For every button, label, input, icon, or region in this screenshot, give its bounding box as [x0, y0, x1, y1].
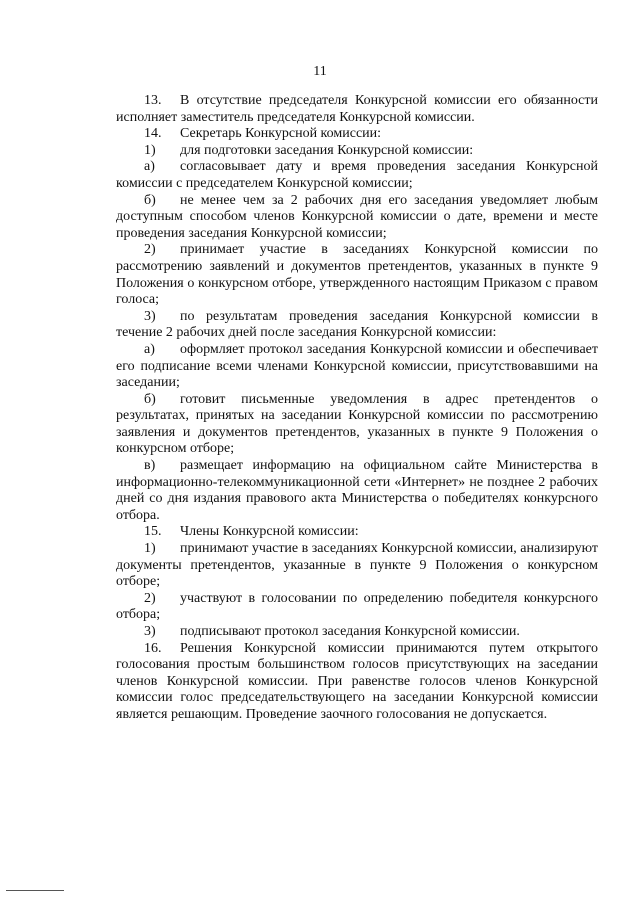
- paragraph: [116, 641, 598, 724]
- paragraph: [116, 143, 598, 160]
- item-label: а): [144, 341, 155, 357]
- paragraph: [116, 159, 598, 192]
- paragraph: [116, 93, 598, 126]
- item-label: 13.: [144, 93, 162, 108]
- page-number: 11: [313, 64, 327, 79]
- item-text: по результатам проведения заседания Конкурсной комиссии в течение 2 рабочих дней после заседания Конкурсной комиссии:: [116, 308, 598, 341]
- paragraph: [116, 624, 598, 641]
- paragraph: [116, 458, 598, 524]
- paragraph: [116, 126, 598, 143]
- paragraph: [116, 591, 598, 624]
- item-label: 3): [144, 624, 156, 639]
- item-label: 2): [144, 242, 156, 258]
- item-text: подписывают протокол заседания Конкурсной комиссии.: [180, 624, 520, 639]
- footer-divider: [6, 890, 64, 891]
- item-label: 1): [144, 142, 156, 158]
- paragraph: [116, 193, 598, 243]
- item-text: согласовывает дату и время проведения заседания Конкурсной комиссии с председателем Конкурсной комиссии;: [116, 159, 598, 191]
- paragraph: [116, 309, 598, 342]
- item-text: готовит письменные уведомления в адрес претендентов о результатах, принятых на заседании Конкурсной комиссии по рассмотрению заявления и документов претендентов, указанных в пункте 9 Положения о конкурсном отборе;: [116, 391, 598, 457]
- paragraph: [116, 541, 598, 591]
- item-text: Решения Конкурсной комиссии принимаются путем открытого голосования простым большинством голосов присутствующих на заседании членов Конкурсной комиссии. При равенстве голосов членов Конкурсной комиссии голос председательствующего на заседании Конкурсной комиссии является решающим. Проведение заочного голосования не допускается.: [116, 640, 598, 722]
- item-label: б): [144, 192, 156, 208]
- item-text: В отсутствие председателя Конкурсной комиссии его обязанности исполняет заместитель председателя Конкурсной комиссии.: [116, 93, 598, 125]
- item-text: не менее чем за 2 рабочих дня его заседания уведомляет любым доступным способом членов Конкурсной комиссии о дате, времени и месте проведения заседания Конкурсной комиссии;: [116, 192, 598, 241]
- paragraph: [116, 242, 598, 308]
- item-text: принимают участие в заседаниях Конкурсной комиссии, анализируют документы претендентов, указанные в пункте 9 Положения о конкурсном отборе;: [116, 541, 598, 590]
- item-label: б): [144, 391, 156, 407]
- item-text: участвуют в голосовании по определению победителя конкурсного отбора;: [116, 590, 598, 623]
- item-text: размещает информацию на официальном сайте Министерства в информационно-телекоммуникационной сети «Интернет» не позднее 2 рабочих дней со дня издания правового акта Министерства о победителях конкурсного отбора.: [116, 458, 598, 523]
- item-text: Секретарь Конкурсной комиссии:: [180, 126, 382, 142]
- item-label: 2): [144, 590, 156, 606]
- item-text: для подготовки заседания Конкурсной комиссии:: [180, 142, 474, 158]
- item-text: принимает участие в заседаниях Конкурсной комиссии по рассмотрению заявлений и документов претендентов, указанных в пункте 9 Положения о конкурсном отборе, утвержденного настоящим Приказом с правом голоса;: [116, 242, 598, 308]
- paragraph: [116, 392, 598, 458]
- item-label: а): [144, 159, 155, 175]
- item-label: 16.: [144, 640, 162, 656]
- item-label: 14.: [144, 126, 162, 142]
- item-label: 1): [144, 541, 156, 557]
- item-label: в): [144, 458, 156, 474]
- item-label: 3): [144, 308, 156, 324]
- document-body: [116, 93, 598, 724]
- item-text: оформляет протокол заседания Конкурсной комиссии и обеспечивает его подписание всеми членами Конкурсной комиссии, присутствовавшими на заседании;: [116, 341, 598, 391]
- item-label: 15.: [144, 524, 162, 540]
- paragraph: [116, 524, 598, 541]
- item-text: Члены Конкурсной комиссии:: [180, 524, 359, 540]
- paragraph: [116, 342, 598, 392]
